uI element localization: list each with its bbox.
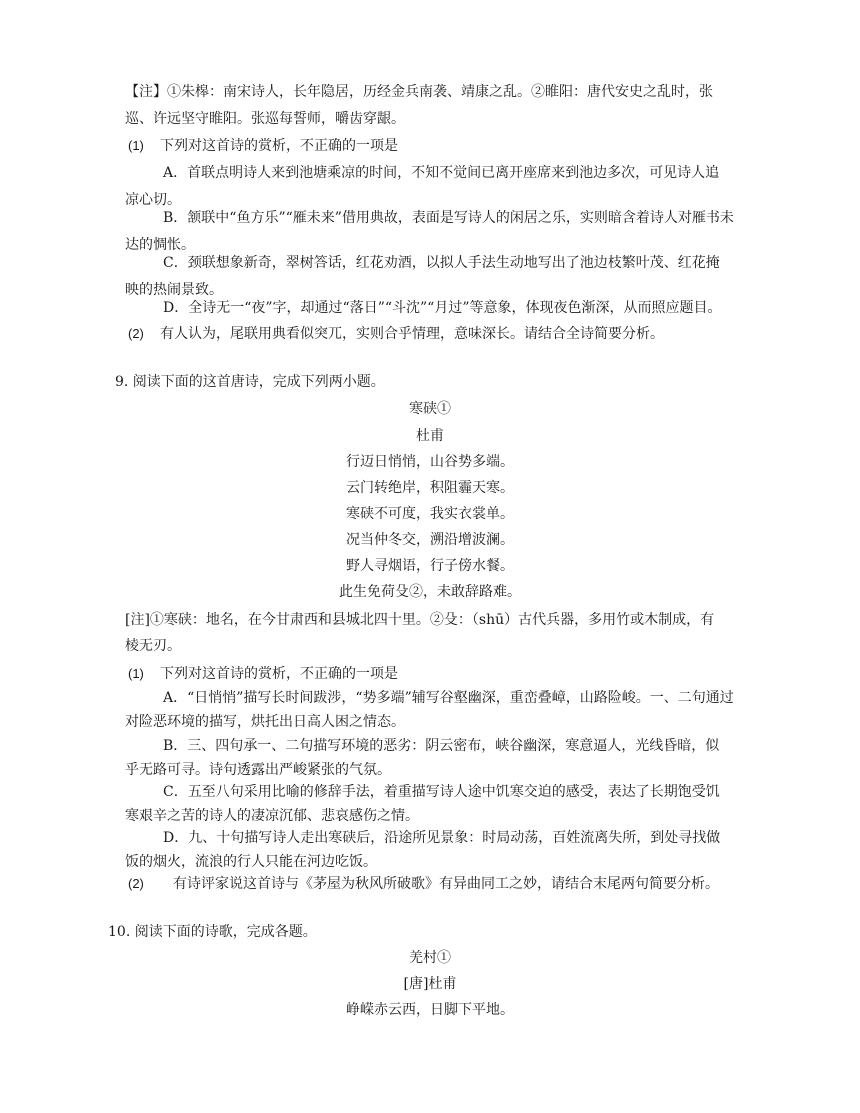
note-line: 巡、许远坚守睢阳。张巡每誓师，嚼齿穿龈。 [125,111,405,127]
option-d: D．九、十句描写诗人走出寒硖后，沿途所见景象：时局动荡，百姓流离失所，到处寻找做 [163,830,721,846]
poem-author: [唐]杜甫 [403,976,457,992]
note-line: 棱无刃。 [125,638,181,654]
question-number: (2) [128,326,144,341]
question-number: (1) [128,138,144,153]
option-b: B．三、四句承一、二句描写环境的恶劣：阴云密布，峡谷幽深，寒意逼人，光线昏暗，似 [163,738,720,754]
note-line: [注]①寒硖：地名，在今甘肃西和县城北四十里。②殳：（shū）古代兵器，多用竹或木制成，有 [125,612,715,628]
option-c-cont: 映的热闹景致。 [125,282,223,298]
option-b-cont: 乎无路可寻。诗句透露出严峻紧张的气氛。 [125,762,391,778]
option-c: C．五至八句采用比喻的修辞手法，着重描写诗人途中饥寒交迫的感受，表达了长期饱受饥 [163,784,720,800]
section-heading: 10. 阅读下面的诗歌，完成各题。 [108,924,317,940]
poem-title: 羌村① [409,950,451,966]
section-heading: 9. 阅读下面的这首唐诗，完成下列两小题。 [115,374,385,390]
question-text: 有诗评家说这首诗与《茅屋为秋风所破歌》有异曲同工之妙，请结合末尾两句简要分析。 [173,876,719,892]
question-number: (1) [128,666,144,681]
option-a: A．“日悄悄”描写长时间跋涉，“势多端”辅写谷壑幽深，重峦叠嶂，山路险峻。一、二句通过 [163,690,734,706]
question-number: (2) [128,876,144,891]
poem-line: 寒硖不可度，我实衣裳单。 [346,506,514,522]
poem-line: 峥嵘赤云西，日脚下平地。 [346,1002,514,1018]
poem-line: 野人寻烟语，行子傍水餐。 [346,558,514,574]
poem-line: 此生免荷殳②，未敢辞路难。 [339,584,521,600]
poem-title: 寒硖① [409,401,451,417]
question-text: 有人认为，尾联用典看似突兀，实则合乎情理，意味深长。请结合全诗简要分析。 [160,326,664,342]
option-d: D．全诗无一“夜”字，却通过“落日”“斗沈”“月过”等意象，体现夜色渐深，从而照应题目。 [163,300,722,316]
option-c: C．颈联想象新奇，翠树答话，红花劝酒，以拟人手法生动地写出了池边枝繁叶茂、红花掩 [163,255,720,271]
poem-line: 云门转绝岸，积阻霾天寒。 [346,480,514,496]
option-a-cont: 凉心切。 [125,192,181,208]
option-b: B．颔联中“鱼方乐”“雁未来”借用典故，表面是写诗人的闲居之乐，实则暗含着诗人对雁书未 [163,210,734,226]
poem-line: 况当仲冬交，溯沿增波澜。 [346,532,514,548]
option-b-cont: 达的惆怅。 [125,237,195,253]
option-c-cont: 寒艰辛之苦的诗人的凄凉沉郁、悲哀感伤之情。 [125,808,419,824]
note-line: 【注】①朱槔：南宋诗人，长年隐居，历经金兵南袭、靖康之乱。②睢阳：唐代安史之乱时，张 [125,84,713,100]
question-text: 下列对这首诗的赏析，不正确的一项是 [160,666,398,682]
question-text: 下列对这首诗的赏析，不正确的一项是 [160,138,398,154]
option-a: A．首联点明诗人来到池塘乘凉的时间，不知不觉间已离开座席来到池边多次，可见诗人追 [163,165,720,181]
option-d-cont: 饭的烟火，流浪的行人只能在河边吃饭。 [125,854,377,870]
poem-line: 行迈日悄悄，山谷势多端。 [346,454,514,470]
option-a-cont: 对险恶环境的描写，烘托出日高人困之情态。 [125,714,405,730]
poem-author: 杜甫 [416,428,444,444]
